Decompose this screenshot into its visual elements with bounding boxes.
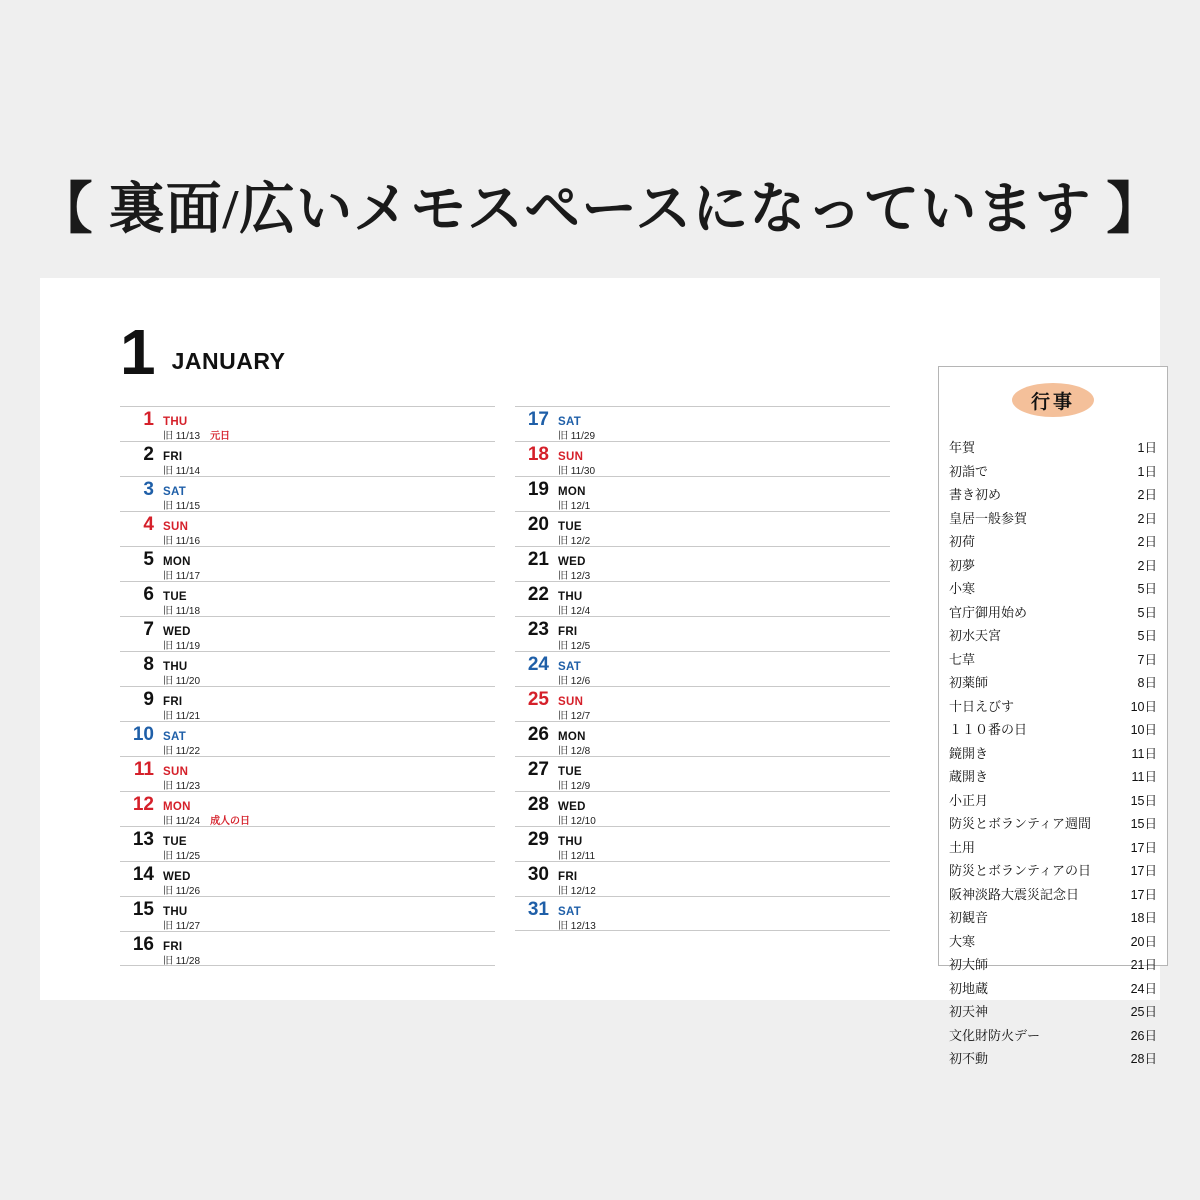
lunar-date: 旧 12/9 — [558, 780, 591, 792]
event-row — [949, 1048, 1157, 1072]
day-subline — [163, 747, 495, 757]
day-details — [163, 837, 495, 862]
day-of-week: FRI — [163, 696, 183, 708]
day-details — [163, 557, 495, 582]
event-date: 25日 — [1130, 1005, 1157, 1019]
event-date: 11日 — [1131, 770, 1157, 784]
event-row — [949, 719, 1157, 743]
day-details — [558, 907, 890, 932]
day-of-week: SUN — [163, 766, 189, 778]
event-date: 2日 — [1137, 558, 1157, 573]
event-date: 2日 — [1137, 511, 1157, 526]
lunar-date: 旧 12/5 — [558, 640, 591, 652]
day-columns — [120, 406, 910, 966]
event-name: 大寒 — [949, 933, 976, 949]
event-row — [949, 931, 1157, 955]
day-details — [558, 522, 890, 547]
day-number: 28 — [527, 794, 549, 815]
calendar-day-row — [120, 826, 495, 861]
lunar-date: 旧 11/19 — [163, 640, 201, 652]
day-of-week: WED — [558, 801, 586, 813]
calendar-day-row — [120, 581, 495, 616]
event-date: 1日 — [1137, 464, 1157, 479]
event-row — [949, 954, 1157, 978]
day-of-week: FRI — [163, 941, 183, 953]
day-number: 19 — [527, 479, 549, 500]
day-number: 31 — [527, 899, 549, 920]
event-date: 5日 — [1137, 629, 1157, 643]
event-date: 7日 — [1137, 652, 1157, 667]
day-details — [558, 767, 890, 792]
day-details — [558, 802, 890, 827]
event-name: 鏡開き — [949, 745, 989, 761]
day-subline — [163, 537, 495, 547]
day-details — [163, 452, 495, 477]
lunar-date: 旧 12/13 — [558, 920, 596, 932]
event-date: 24日 — [1130, 981, 1157, 996]
events-badge-label: 行事 — [1030, 391, 1075, 413]
day-subline — [558, 747, 890, 757]
lunar-date: 旧 11/27 — [163, 920, 201, 932]
event-date: 5日 — [1137, 582, 1157, 596]
day-number: 4 — [143, 514, 154, 535]
holiday-label: 元日 — [210, 430, 231, 442]
day-subline — [558, 677, 890, 687]
month-name: JANUARY — [171, 348, 286, 375]
day-subline — [558, 572, 890, 582]
day-of-week: SUN — [163, 521, 189, 533]
calendar-day-row — [515, 791, 890, 826]
lunar-date: 旧 11/13 — [163, 430, 201, 442]
day-details — [163, 627, 495, 652]
lunar-date: 旧 11/14 — [163, 465, 201, 477]
day-subline — [558, 467, 890, 477]
day-of-week: MON — [558, 731, 586, 743]
day-of-week: FRI — [558, 626, 578, 638]
lunar-date: 旧 11/30 — [558, 465, 596, 477]
day-details — [163, 767, 495, 792]
event-date: 2日 — [1137, 488, 1157, 502]
lunar-date: 旧 11/23 — [163, 780, 201, 792]
day-details — [163, 522, 495, 547]
day-number: 5 — [143, 549, 154, 570]
day-of-week: SAT — [163, 731, 187, 743]
event-date: 18日 — [1130, 911, 1157, 925]
day-of-week: FRI — [163, 451, 183, 463]
event-row — [949, 461, 1157, 485]
day-column-right — [515, 406, 890, 966]
event-date: 28日 — [1130, 1052, 1157, 1066]
day-details — [558, 487, 890, 512]
calendar-day-row — [120, 756, 495, 791]
event-name: 初荷 — [949, 534, 976, 549]
event-name: 十日えびす — [949, 698, 1015, 714]
calendar-day-row — [515, 511, 890, 546]
event-row — [949, 578, 1157, 602]
day-details — [558, 697, 890, 722]
day-of-week: MON — [558, 486, 586, 498]
day-of-week: THU — [558, 836, 583, 848]
events-badge — [1012, 383, 1094, 417]
calendar-day-row — [515, 476, 890, 511]
event-row — [949, 1025, 1157, 1049]
calendar-day-row — [120, 686, 495, 721]
calendar-day-row — [120, 651, 495, 686]
calendar-day-row — [515, 616, 890, 651]
day-details — [558, 452, 890, 477]
day-number: 22 — [527, 584, 549, 605]
day-number: 12 — [132, 794, 154, 815]
day-details — [163, 487, 495, 512]
day-subline — [163, 572, 495, 582]
day-subline — [558, 537, 890, 547]
day-number: 27 — [527, 759, 549, 780]
day-number: 21 — [527, 549, 549, 570]
day-subline — [163, 887, 495, 897]
lunar-date: 旧 11/16 — [163, 535, 201, 547]
event-name: 初大師 — [949, 957, 989, 972]
day-number: 11 — [133, 759, 154, 780]
event-name: 初夢 — [949, 557, 976, 573]
event-name: 書き初め — [949, 487, 1002, 502]
lunar-date: 旧 11/28 — [163, 955, 201, 967]
calendar-day-row — [515, 686, 890, 721]
event-row — [949, 813, 1157, 837]
day-number: 7 — [143, 619, 154, 640]
event-name: 小寒 — [949, 581, 976, 596]
day-details — [163, 907, 495, 932]
calendar-day-row — [120, 791, 495, 826]
day-of-week: TUE — [163, 836, 187, 848]
month-number: 1 — [120, 316, 154, 388]
lunar-date: 旧 12/2 — [558, 535, 591, 547]
event-date: 20日 — [1130, 934, 1157, 949]
day-details — [558, 592, 890, 617]
day-subline — [558, 852, 890, 862]
day-subline — [558, 887, 890, 897]
day-of-week: MON — [163, 556, 191, 568]
lunar-date: 旧 11/25 — [163, 850, 201, 862]
lunar-date: 旧 11/17 — [163, 570, 201, 582]
day-of-week: SAT — [558, 416, 582, 428]
day-details — [163, 732, 495, 757]
day-details — [558, 557, 890, 582]
calendar-day-row — [120, 616, 495, 651]
day-details — [558, 417, 890, 442]
day-of-week: THU — [163, 906, 188, 918]
day-subline — [558, 432, 890, 442]
event-date: 15日 — [1130, 817, 1157, 831]
event-date: 17日 — [1130, 864, 1157, 878]
event-row — [949, 625, 1157, 649]
lunar-date: 旧 11/20 — [163, 675, 201, 687]
event-date: 11日 — [1131, 746, 1157, 761]
day-details — [558, 732, 890, 757]
day-of-week: WED — [163, 626, 191, 638]
day-of-week: TUE — [558, 521, 582, 533]
day-subline — [558, 502, 890, 512]
day-of-week: SAT — [163, 486, 187, 498]
event-row — [949, 484, 1157, 508]
event-date: 10日 — [1130, 723, 1157, 737]
holiday-label: 成人の日 — [210, 815, 251, 827]
event-date: 21日 — [1130, 958, 1157, 972]
events-panel — [938, 366, 1168, 1066]
day-of-week: SAT — [558, 906, 582, 918]
event-name: 阪神淡路大震災記念日 — [949, 886, 1080, 902]
day-number: 13 — [132, 829, 154, 850]
event-name: 土用 — [949, 839, 976, 855]
day-subline — [163, 502, 495, 512]
calendar-day-row — [515, 861, 890, 896]
event-name: 官庁御用始め — [949, 604, 1028, 620]
day-number: 14 — [132, 864, 154, 885]
event-row — [949, 672, 1157, 696]
event-date: 15日 — [1130, 793, 1157, 808]
event-name: 年賀 — [949, 440, 976, 455]
day-of-week: SAT — [558, 661, 582, 673]
day-subline — [163, 957, 495, 967]
event-name: 初不動 — [949, 1051, 989, 1066]
day-subline — [163, 642, 495, 652]
day-of-week: MON — [163, 801, 191, 813]
day-subline — [558, 922, 890, 932]
event-row — [949, 907, 1157, 931]
calendar-day-row — [120, 476, 495, 511]
events-list — [949, 437, 1157, 1072]
calendar-day-row — [515, 756, 890, 791]
lunar-date: 旧 12/6 — [558, 675, 591, 687]
day-of-week: TUE — [163, 591, 187, 603]
event-name: 防災とボランティア週間 — [949, 816, 1091, 831]
event-row — [949, 978, 1157, 1002]
lunar-date: 旧 11/21 — [163, 710, 201, 722]
event-date: 26日 — [1130, 1028, 1157, 1043]
event-name: １１０番の日 — [949, 722, 1028, 737]
day-details — [163, 802, 495, 827]
day-number: 9 — [143, 689, 154, 710]
event-row — [949, 555, 1157, 579]
day-subline — [163, 782, 495, 792]
calendar-day-row — [515, 721, 890, 756]
day-of-week: THU — [558, 591, 583, 603]
day-details — [163, 592, 495, 617]
lunar-date: 旧 11/26 — [163, 885, 201, 897]
event-name: 初詣で — [949, 463, 989, 479]
day-of-week: WED — [558, 556, 586, 568]
event-name: 七草 — [949, 651, 976, 667]
event-name: 初薬師 — [949, 675, 989, 690]
lunar-date: 旧 12/10 — [558, 815, 596, 827]
day-subline — [163, 712, 495, 722]
day-number: 16 — [132, 934, 154, 955]
day-subline — [558, 782, 890, 792]
calendar-day-row — [515, 406, 890, 441]
day-details — [558, 627, 890, 652]
lunar-date: 旧 11/24 — [163, 815, 201, 827]
lunar-date: 旧 11/18 — [163, 605, 201, 617]
event-row — [949, 437, 1157, 461]
day-subline — [163, 852, 495, 862]
day-subline — [558, 642, 890, 652]
event-name: 初水天宮 — [949, 628, 1002, 643]
day-details — [558, 837, 890, 862]
event-row — [949, 743, 1157, 767]
event-row — [949, 649, 1157, 673]
day-subline — [558, 712, 890, 722]
day-number: 15 — [132, 899, 154, 920]
calendar-day-row — [120, 721, 495, 756]
calendar-day-row — [120, 546, 495, 581]
calendar-day-row — [515, 581, 890, 616]
lunar-date: 旧 12/1 — [558, 500, 591, 512]
calendar-day-row — [120, 406, 495, 441]
day-subline — [163, 432, 495, 442]
day-subline — [558, 817, 890, 827]
day-subline — [163, 922, 495, 932]
day-subline — [163, 677, 495, 687]
lunar-date: 旧 11/29 — [558, 430, 596, 442]
event-row — [949, 790, 1157, 814]
day-details — [558, 662, 890, 687]
day-number: 2 — [143, 444, 154, 465]
calendar-day-row — [515, 826, 890, 861]
month-header — [120, 316, 286, 388]
event-name: 文化財防火デー — [949, 1027, 1041, 1043]
calendar-day-row — [120, 441, 495, 476]
day-number: 6 — [143, 584, 154, 605]
lunar-date: 旧 12/11 — [558, 850, 596, 862]
day-of-week: FRI — [558, 871, 578, 883]
day-number: 3 — [143, 479, 154, 500]
calendar-day-row — [120, 511, 495, 546]
day-subline — [163, 467, 495, 477]
event-row — [949, 884, 1157, 908]
event-row — [949, 508, 1157, 532]
event-name: 初天神 — [949, 1004, 989, 1019]
day-subline — [163, 817, 495, 827]
lunar-date: 旧 11/15 — [163, 500, 201, 512]
day-details — [163, 872, 495, 897]
calendar-card — [40, 278, 1160, 1066]
day-number: 20 — [527, 514, 549, 535]
lunar-date: 旧 11/22 — [163, 745, 201, 757]
day-of-week: TUE — [558, 766, 582, 778]
event-name: 皇居一般参賀 — [949, 510, 1028, 526]
day-number: 17 — [527, 409, 549, 430]
event-name: 小正月 — [949, 792, 989, 808]
event-name: 蔵開き — [949, 769, 989, 784]
event-row — [949, 531, 1157, 555]
event-date: 2日 — [1137, 535, 1157, 549]
event-name: 初観音 — [949, 910, 989, 925]
event-row — [949, 696, 1157, 720]
day-details — [163, 942, 495, 967]
event-name: 防災とボランティアの日 — [949, 863, 1091, 878]
event-date: 10日 — [1130, 699, 1157, 714]
event-row — [949, 860, 1157, 884]
event-name: 初地蔵 — [949, 980, 989, 996]
day-number: 25 — [527, 689, 549, 710]
lunar-date: 旧 12/3 — [558, 570, 591, 582]
day-of-week: WED — [163, 871, 191, 883]
event-date: 1日 — [1137, 441, 1157, 455]
day-number: 24 — [527, 654, 549, 675]
lunar-date: 旧 12/7 — [558, 710, 591, 722]
event-row — [949, 837, 1157, 861]
event-row — [949, 1001, 1157, 1025]
event-date: 17日 — [1130, 887, 1157, 902]
day-number: 10 — [132, 724, 154, 745]
calendar-day-row — [515, 651, 890, 686]
lunar-date: 旧 12/12 — [558, 885, 596, 897]
event-row — [949, 766, 1157, 790]
event-date: 17日 — [1130, 840, 1157, 855]
calendar-day-row — [120, 896, 495, 931]
event-date: 8日 — [1137, 676, 1157, 690]
day-of-week: THU — [163, 416, 188, 428]
calendar-day-row — [120, 931, 495, 966]
day-number: 29 — [527, 829, 549, 850]
day-number: 1 — [143, 409, 154, 430]
lunar-date: 旧 12/4 — [558, 605, 591, 617]
day-of-week: SUN — [558, 696, 584, 708]
day-details — [163, 697, 495, 722]
day-details — [163, 417, 495, 442]
day-number: 30 — [527, 864, 549, 885]
day-of-week: THU — [163, 661, 188, 673]
day-subline — [558, 607, 890, 617]
day-details — [558, 872, 890, 897]
day-number: 8 — [143, 654, 154, 675]
lunar-date: 旧 12/8 — [558, 745, 591, 757]
calendar-day-row — [515, 441, 890, 476]
day-number: 18 — [527, 444, 549, 465]
day-number: 26 — [527, 724, 549, 745]
day-subline — [163, 607, 495, 617]
page-title: 【 裏面/広いメモスペースになっています 】 — [36, 179, 1164, 241]
event-row — [949, 602, 1157, 626]
day-of-week: SUN — [558, 451, 584, 463]
calendar-day-row — [515, 896, 890, 931]
day-number: 23 — [527, 619, 549, 640]
event-date: 5日 — [1137, 605, 1157, 620]
calendar-day-row — [120, 861, 495, 896]
day-column-left — [120, 406, 495, 966]
calendar-day-row — [515, 546, 890, 581]
day-details — [163, 662, 495, 687]
